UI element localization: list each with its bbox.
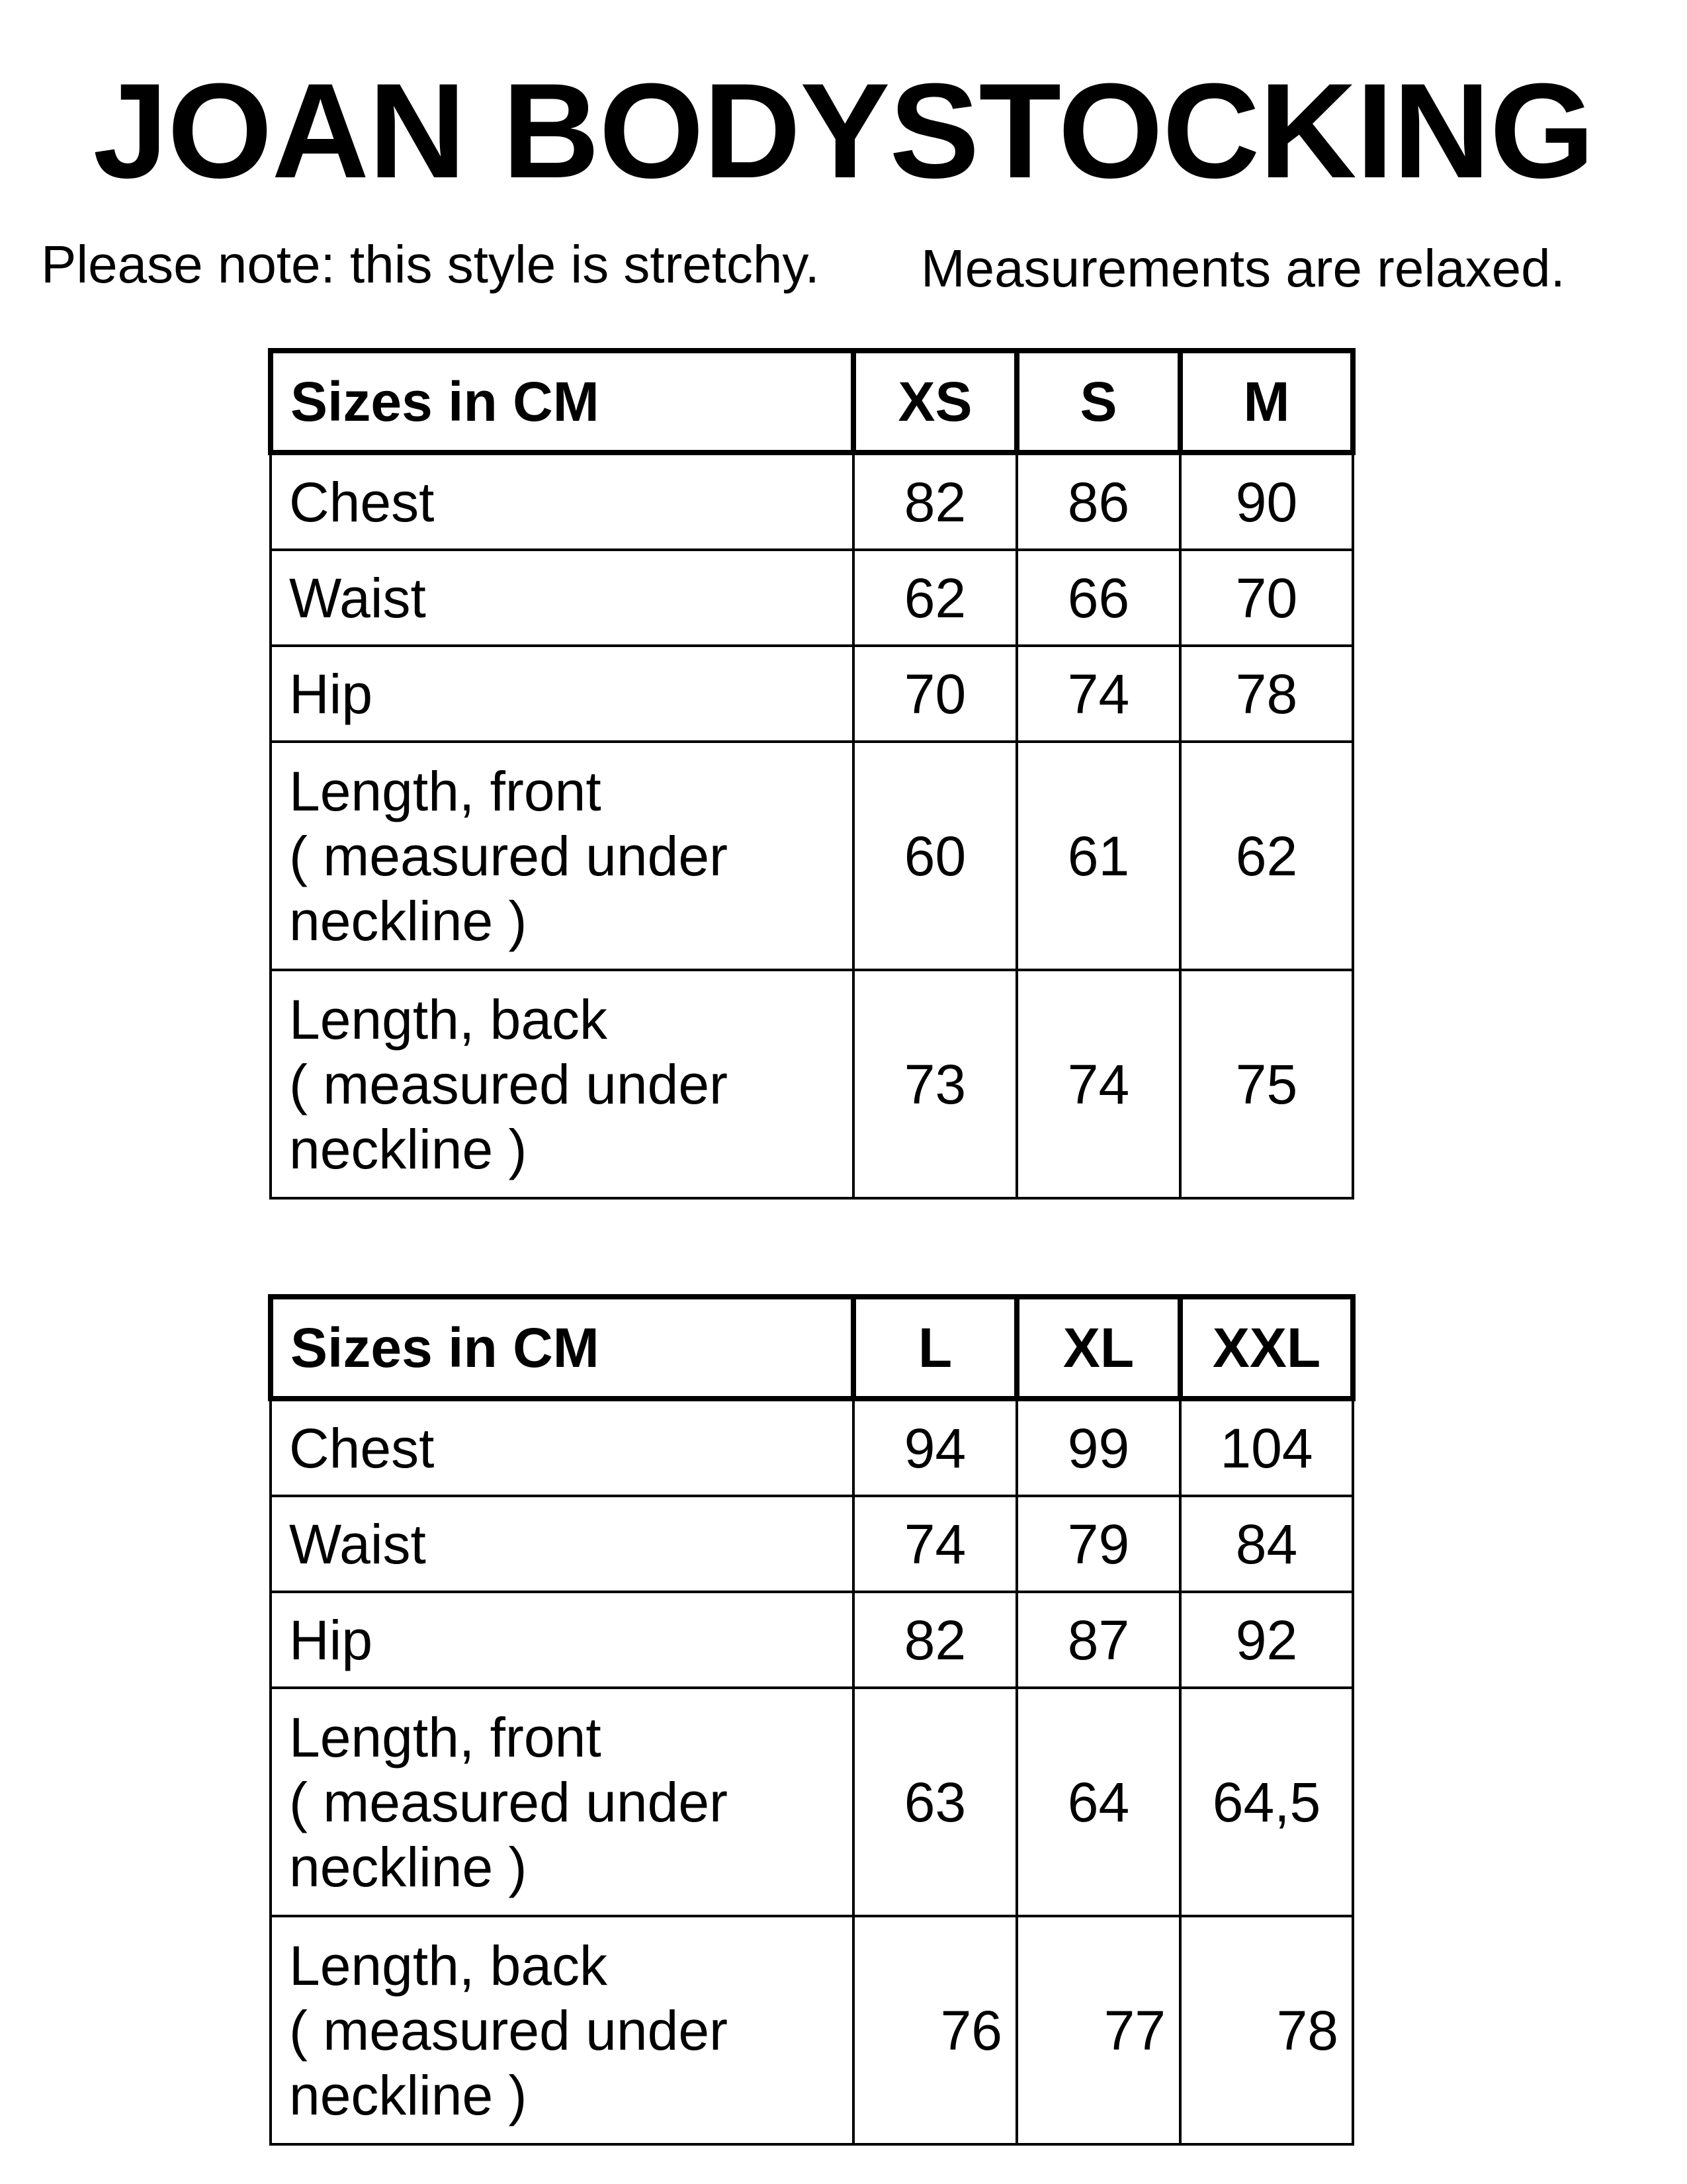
table-row-hip — [271, 646, 1353, 742]
row-label — [271, 1916, 853, 2144]
cell-value: 90 — [1180, 453, 1353, 550]
cell-value: 77 — [1017, 1916, 1180, 2144]
size-table-l-xl-xxl — [268, 1294, 1356, 2146]
cell-value: 87 — [1017, 1592, 1180, 1688]
size-header-xxl: XXL — [1180, 1297, 1353, 1399]
row-label-line: neckline ) — [289, 1835, 527, 1898]
size-table-xs-s-m — [268, 348, 1356, 1200]
cell-value: 75 — [1180, 970, 1353, 1198]
header-label: Sizes in CM — [271, 351, 853, 453]
row-label — [271, 970, 853, 1198]
table-row-chest — [271, 453, 1353, 550]
cell-value: 82 — [853, 453, 1017, 550]
row-label: Hip — [271, 1592, 853, 1688]
cell-value: 74 — [853, 1496, 1017, 1592]
cell-value: 74 — [1017, 646, 1180, 742]
row-label: Waist — [271, 550, 853, 646]
row-label: Chest — [271, 453, 853, 550]
cell-value: 62 — [1180, 742, 1353, 970]
cell-value: 61 — [1017, 742, 1180, 970]
table-row-length-back — [271, 970, 1353, 1198]
cell-value: 60 — [853, 742, 1017, 970]
table-row-chest — [271, 1399, 1353, 1496]
cell-value: 86 — [1017, 453, 1180, 550]
cell-value: 99 — [1017, 1399, 1180, 1496]
row-label — [271, 742, 853, 970]
row-label — [271, 1688, 853, 1916]
row-label-line: Length, front — [289, 760, 601, 822]
cell-value: 64 — [1017, 1688, 1180, 1916]
row-label-line: neckline ) — [289, 889, 527, 952]
table-row-waist — [271, 1496, 1353, 1592]
cell-value: 76 — [853, 1916, 1017, 2144]
cell-value: 70 — [1180, 550, 1353, 646]
table-row-length-back — [271, 1916, 1353, 2144]
row-label-line: Length, back — [289, 1934, 608, 1997]
cell-value: 82 — [853, 1592, 1017, 1688]
table-row-length-front — [271, 742, 1353, 970]
cell-value: 94 — [853, 1399, 1017, 1496]
cell-value: 92 — [1180, 1592, 1353, 1688]
cell-value: 78 — [1180, 1916, 1353, 2144]
table-row-waist — [271, 550, 1353, 646]
row-label-line: ( measured under — [289, 1999, 728, 2062]
cell-value: 84 — [1180, 1496, 1353, 1592]
size-header-l: L — [853, 1297, 1017, 1399]
table-row-length-front — [271, 1688, 1353, 1916]
size-header-xs: XS — [853, 351, 1017, 453]
cell-value: 66 — [1017, 550, 1180, 646]
size-header-m: M — [1180, 351, 1353, 453]
cell-value: 64,5 — [1180, 1688, 1353, 1916]
row-label: Waist — [271, 1496, 853, 1592]
stretch-note: Please note: this style is stretchy. — [41, 235, 820, 294]
table-row-hip — [271, 1592, 1353, 1688]
table-header-row — [271, 351, 1353, 453]
row-label-line: Length, front — [289, 1706, 601, 1769]
row-label-line: Length, back — [289, 988, 608, 1051]
row-label-line: neckline ) — [289, 1117, 527, 1180]
row-label-line: ( measured under — [289, 824, 728, 887]
size-header-xl: XL — [1017, 1297, 1180, 1399]
row-label-line: neckline ) — [289, 2064, 527, 2126]
table-header-row — [271, 1297, 1353, 1399]
row-label: Chest — [271, 1399, 853, 1496]
row-label: Hip — [271, 646, 853, 742]
cell-value: 74 — [1017, 970, 1180, 1198]
row-label-line: ( measured under — [289, 1770, 728, 1833]
relaxed-note: Measurements are relaxed. — [921, 239, 1565, 298]
cell-value: 62 — [853, 550, 1017, 646]
cell-value: 79 — [1017, 1496, 1180, 1592]
cell-value: 73 — [853, 970, 1017, 1198]
cell-value: 104 — [1180, 1399, 1353, 1496]
cell-value: 78 — [1180, 646, 1353, 742]
row-label-line: ( measured under — [289, 1053, 728, 1115]
header-label: Sizes in CM — [271, 1297, 853, 1399]
size-header-s: S — [1017, 351, 1180, 453]
page-title: JOAN BODYSTOCKING — [93, 56, 1594, 206]
cell-value: 63 — [853, 1688, 1017, 1916]
cell-value: 70 — [853, 646, 1017, 742]
